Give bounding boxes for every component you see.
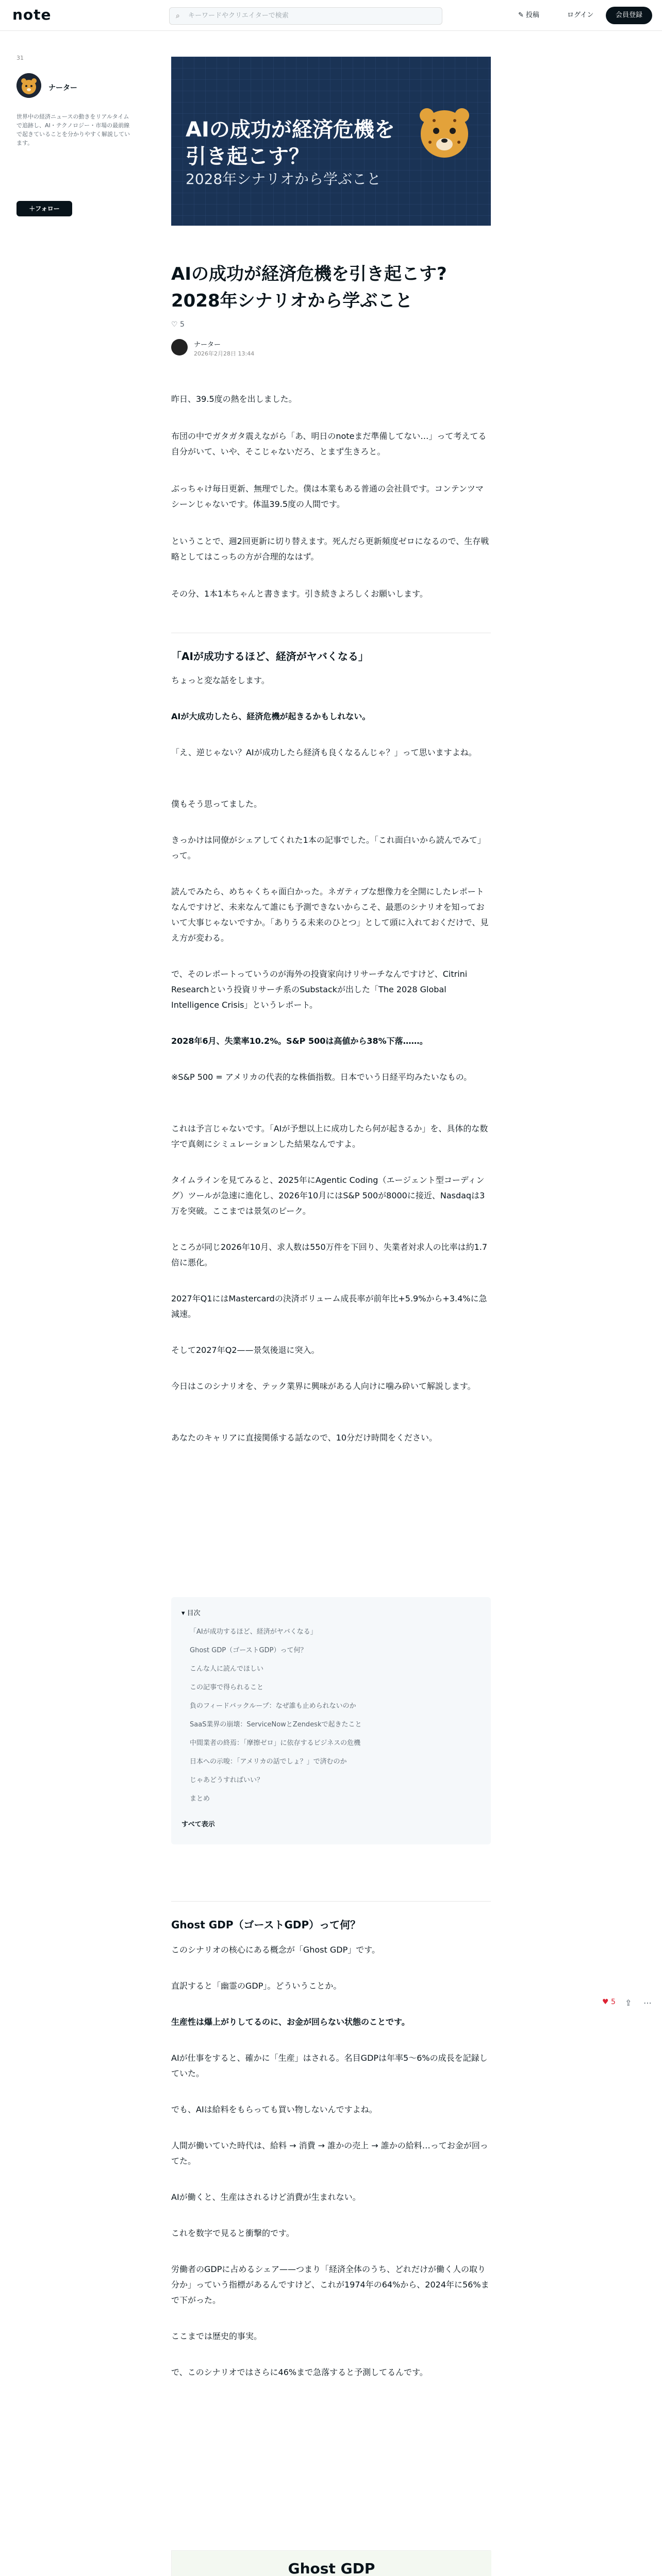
like-count: 5 <box>180 320 185 329</box>
follow-button[interactable]: ＋フォロー <box>16 201 72 216</box>
paragraph: AIが働くと、生産はされるけど消費が生まれない。 <box>171 2192 361 2202</box>
divider <box>171 1901 491 1902</box>
paragraph: 直訳すると「幽霊のGDP」。どういうことか。 <box>171 1981 342 1991</box>
hero-subtitle: 2028年シナリオから学ぶこと <box>186 171 381 188</box>
paragraph-bold: 2028年6月、失業率10.2%。S&P 500は高値から38%下落……。 <box>171 1036 428 1046</box>
author-sidebar <box>16 55 130 212</box>
post-button[interactable]: ✎ 投稿 <box>518 11 540 19</box>
side-like-button[interactable]: ♥ 5 <box>602 1998 616 2006</box>
paragraph: あなたのキャリアに直接関係する話なので、10分だけ時間をください。 <box>171 1433 438 1443</box>
section-heading: 「AIが成功するほど、経済がヤバくなる」 <box>171 650 369 663</box>
paragraph: 人間が働いていた時代は、給料 → 消費 → 誰かの売上 → 誰かの給料…ってお金が回ってた。 <box>171 2141 488 2166</box>
note-logo[interactable]: note <box>12 6 52 23</box>
article-date: 2026年2月28日 13:44 <box>194 350 255 357</box>
share-icon[interactable]: ⇪ <box>625 1998 632 2008</box>
toc-item[interactable]: 負のフィードバックループ：なぜ誰も止められないのか <box>190 1702 356 1710</box>
side-like-count: 5 <box>611 1998 616 2006</box>
hero-image <box>171 57 491 226</box>
toc-show-all-button[interactable]: すべて表示 <box>181 1821 215 1828</box>
hero-title-line2: 引き起こす？ <box>186 145 309 168</box>
toc-item[interactable]: まとめ <box>190 1795 210 1803</box>
toc-item[interactable]: Ghost GDP（ゴーストGDP）って何？ <box>190 1647 307 1654</box>
more-icon[interactable]: ⋯ <box>643 1998 652 2008</box>
paragraph: ちょっと変な話をします。 <box>171 675 270 685</box>
table-of-contents <box>171 1597 491 1844</box>
paragraph: そして2027年Q2——景気後退に突入。 <box>171 1345 320 1355</box>
article-author[interactable]: ナーター <box>194 341 221 349</box>
toc-item[interactable]: 日本への示唆：「アメリカの話でしょ？」で済むのか <box>190 1758 347 1766</box>
paragraph: タイムラインを見てみると、2025年にAgentic Coding（エージェント型コーディング）ツールが急速に進化し、2026年10月にはS&P 500が8000に接近、Nasdaqは3万を突破。ここまでは景気のピーク。 <box>171 1175 485 1216</box>
paragraph: ※S&P 500 = アメリカの代表的な株価指数。日本でいう日経平均みたいなもの。 <box>171 1072 472 1082</box>
cheetah-avatar-icon <box>16 73 41 98</box>
paragraph-bold: 生産性は爆上がりしてるのに、お金が回らない状態のことです。 <box>171 2017 410 2027</box>
paragraph: ところが同じ2026年10月、求人数は550万件を下回り、失業者対求人の比率は約1.7倍に悪化。 <box>171 1242 488 1267</box>
paragraph: その分、1本1本ちゃんと書きます。引き続きよろしくお願いします。 <box>171 589 428 599</box>
section-heading: Ghost GDP（ゴーストGDP）って何？ <box>171 1919 361 1931</box>
avatar[interactable] <box>16 73 41 98</box>
paragraph: 今日はこのシナリオを、テック業界に興味がある人向けに噛み砕いて解説します。 <box>171 1381 476 1391</box>
toc-heading[interactable]: ▾ 目次 <box>181 1609 201 1617</box>
chart-svg <box>172 2551 491 2576</box>
paragraph: ぶっちゃけ毎日更新、無理でした。僕は本業もある普通の会社員です。コンテンツマシーンじゃないです。体温39.5度の人間です。 <box>171 484 484 509</box>
author-bio: 世界中の経済ニュースの動きをリアルタイムで追跡し、AI・テクノロジー・市場の最前線で起きていることを分かりやすく解説しています。 <box>16 113 130 146</box>
toc-heading-label: 目次 <box>187 1609 201 1617</box>
paragraph: ということで、週2回更新に切り替えます。死んだら更新頻度ゼロになるので、生存戦略としてはこっちの方が合理的なはず。 <box>171 536 489 562</box>
paragraph: このシナリオの核心にある概念が「Ghost GDP」です。 <box>171 1945 380 1955</box>
paragraph: きっかけは同僚がシェアしてくれた1本の記事でした。「これ面白いから読んでみて」って。 <box>171 835 486 860</box>
author-avatar[interactable] <box>171 339 188 355</box>
paragraph: で、そのレポートっていうのが海外の投資家向けリサーチなんですけど、Citrini Researchという投資リサーチ系のSubstackが出した「The 2028 Global Intelligence Crisis」というレポート。 <box>171 969 468 1010</box>
paragraph: 2027年Q1にはMastercardの決済ボリューム成長率が前年比+5.9%から+3.4%に急減速。 <box>171 1294 487 1319</box>
signup-button[interactable]: 会員登録 <box>606 7 652 24</box>
article-title: AIの成功が経済危機を引き起こす?2028年シナリオから学ぶこと <box>171 264 447 311</box>
paragraph: 昨日、39.5度の熱を出しました。 <box>171 394 297 404</box>
paragraph: 「え、逆じゃない？AIが成功したら経済も良くなるんじゃ？」って思いますよね。 <box>171 748 477 757</box>
like-button[interactable]: ♡ 5 <box>171 320 185 329</box>
hero-title <box>186 116 395 170</box>
paragraph: AIが仕事をすると、確かに「生産」はされる。名目GDPは年率5〜6%の成長を記録していた。 <box>171 2053 488 2078</box>
toc-item[interactable]: 中間業者の終焉：「摩擦ゼロ」に依存するビジネスの危機 <box>190 1739 361 1747</box>
paragraph: 読んでみたら、めちゃくちゃ面白かった。ネガティブな想像力を全開にしたレポートなんですけど、未来なんて誰にも予測できないからこそ、最悪のシナリオを知っておいて大事じゃないですか。「ありうる未来のひとつ」として頭に入れておくだけで、見え方が変わる。 <box>171 887 489 943</box>
toc-item[interactable]: じゃあどうすればいい？ <box>190 1776 264 1784</box>
author-name[interactable]: ナーター <box>48 84 77 92</box>
toc-item[interactable]: こんな人に読んでほしい <box>190 1665 264 1673</box>
paragraph: 布団の中でガタガタ震えながら「あ、明日のnoteまだ準備してない…」って考えてる自分がいて、いや、そこじゃないだろ、とまず生きろと。 <box>171 431 487 456</box>
paragraph: 僕もそう思ってました。 <box>171 799 262 809</box>
search-input[interactable] <box>169 7 442 25</box>
search-icon: ⌕ <box>176 12 180 20</box>
paragraph: で、このシナリオではさらに46%まで急落すると予測してるんです。 <box>171 2367 428 2377</box>
paragraph-bold: AIが大成功したら、経済危機が起きるかもしれない。 <box>171 711 371 721</box>
chart-title: Ghost GDP <box>288 2560 375 2576</box>
ghost-gdp-chart <box>171 2550 491 2576</box>
paragraph: これは予言じゃないです。「AIが予想以上に成功したら何が起きるか」を、具体的な数字で真剣にシミュレーションした結果なんですよ。 <box>171 1124 488 1149</box>
post-label: 投稿 <box>526 11 540 19</box>
paragraph: でも、AIは給料をもらっても買い物しないんですよね。 <box>171 2105 377 2114</box>
toc-item[interactable]: SaaS業界の崩壊：ServiceNowとZendeskで起きたこと <box>190 1721 362 1728</box>
toc-item[interactable]: この記事で得られること <box>190 1684 264 1691</box>
hero-title-line1: AIの成功が経済危機を <box>186 118 395 142</box>
login-button[interactable]: ログイン <box>567 11 594 19</box>
top-bar <box>0 0 662 31</box>
paragraph: これを数字で見ると衝撃的です。 <box>171 2228 294 2238</box>
follower-count: 31 <box>16 55 24 61</box>
paragraph: ここまでは歴史的事実。 <box>171 2331 262 2341</box>
paragraph: 労働者のGDPに占めるシェア——つまり「経済全体のうち、どれだけが働く人の取り分か」っていう指標があるんですけど、これが1974年の64%から、2024年に56%まで下がった。 <box>171 2264 489 2305</box>
search-placeholder: キーワードやクリエイターで検索 <box>188 12 289 20</box>
toc-item[interactable]: 「AIが成功するほど、経済がヤバくなる」 <box>190 1628 317 1636</box>
